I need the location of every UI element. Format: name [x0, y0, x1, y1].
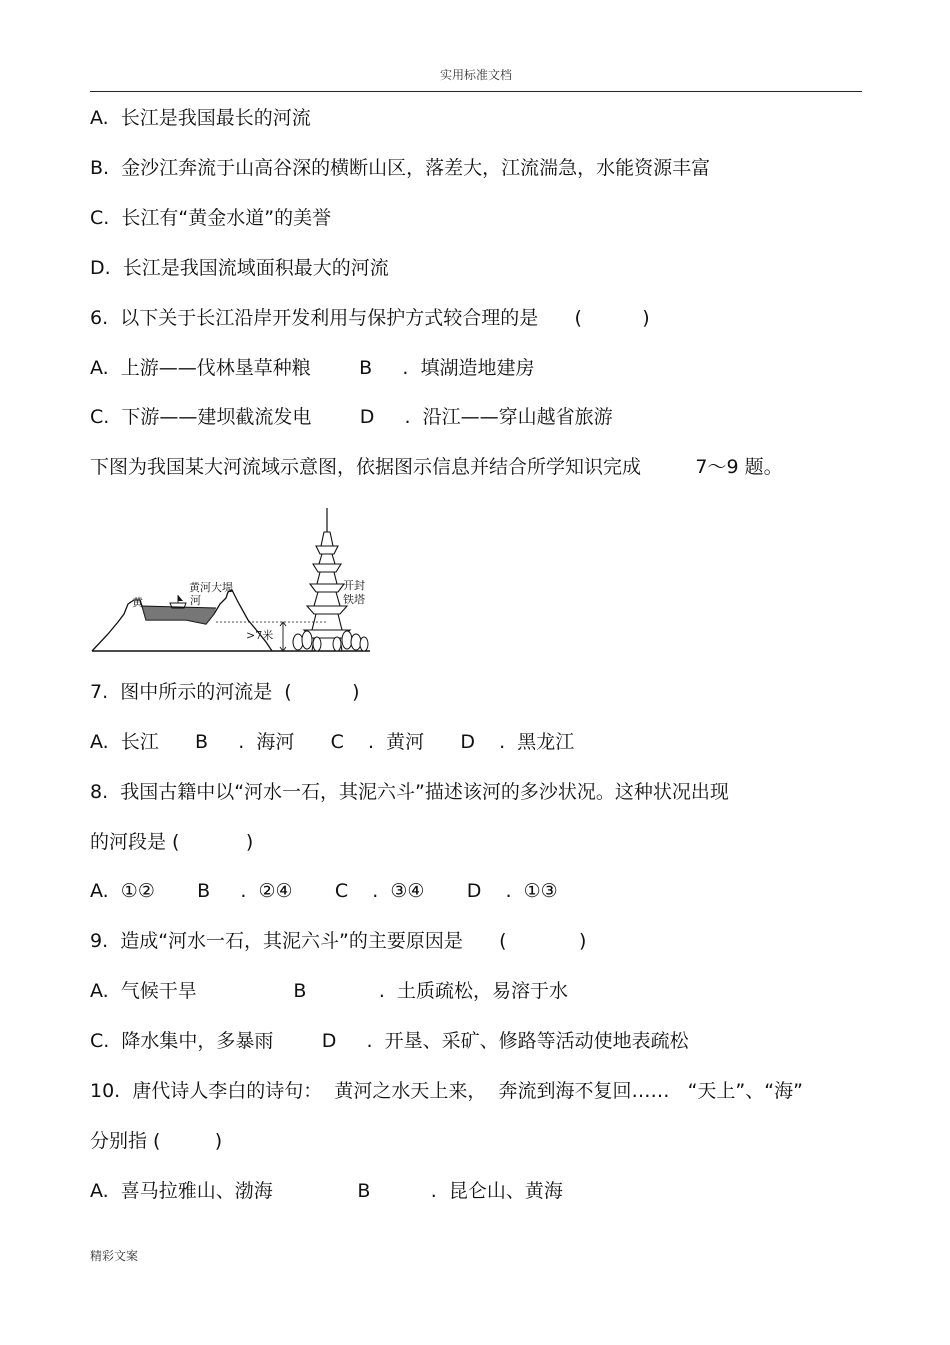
option-5a: A. 长江是我国最长的河流 [90, 107, 311, 129]
options-7: A. 长江 B . 海河 C . 黄河 D . 黑龙江 [90, 731, 575, 753]
dike-label: 黄河大堤 [189, 581, 233, 594]
options-8: A. ①② B . ②④ C . ③④ D . ①③ [90, 880, 558, 902]
options-9-ab: A. 气候干旱 B . 土质疏松，易溶于水 [90, 980, 569, 1002]
option-5b: B. 金沙江奔流于山高谷深的横断山区，落差大，江流湍急，水能资源丰富 [90, 157, 711, 179]
option-5c: C. 长江有“黄金水道”的美誉 [90, 207, 332, 229]
figure-intro: 下图为我国某大河流域示意图，依据图示信息并结合所学知识完成 7～9 题。 [90, 456, 783, 478]
question-10-line2: 分别指 ( ) [90, 1130, 223, 1152]
tower-label: 铁塔 [343, 593, 365, 606]
options-10-ab: A. 喜马拉雅山、渤海 B . 昆仑山、黄海 [90, 1180, 563, 1202]
options-9-cd: C. 降水集中，多暴雨 D . 开垦、采矿、修路等活动使地表疏松 [90, 1030, 689, 1052]
river-label-he: 河 [190, 594, 201, 607]
river-label-huang: 黄 [132, 596, 143, 609]
page-footer: 精彩文案 [90, 1249, 139, 1263]
question-7: 7. 图中所示的河流是 ( ) [90, 681, 360, 703]
yellow-river-diagram [88, 502, 373, 662]
question-10-line1: 10. 唐代诗人李白的诗句： 黄河之水天上来， 奔流到海不复回…… “天上”、“海” [90, 1080, 803, 1102]
height-label: >7米 [246, 629, 274, 642]
option-5d: D. 长江是我国流域面积最大的河流 [90, 257, 389, 279]
question-6: 6. 以下关于长江沿岸开发利用与保护方式较合理的是 ( ) [90, 307, 650, 329]
kaifeng-label: 开封 [343, 579, 365, 592]
question-8-line1: 8. 我国古籍中以“河水一石，其泥六斗”描述该河的多沙状况。这种状况出现 [90, 781, 729, 803]
options-6-cd: C. 下游——建坝截流发电 D . 沿江——穿山越省旅游 [90, 406, 613, 428]
question-8-line2: 的河段是 ( ) [90, 831, 254, 853]
question-9: 9. 造成“河水一石，其泥六斗”的主要原因是 ( ) [90, 930, 587, 952]
options-6-ab: A. 上游——伐林垦草种粮 B . 填湖造地建房 [90, 357, 535, 379]
page-header: 实用标准文档 [90, 66, 862, 92]
